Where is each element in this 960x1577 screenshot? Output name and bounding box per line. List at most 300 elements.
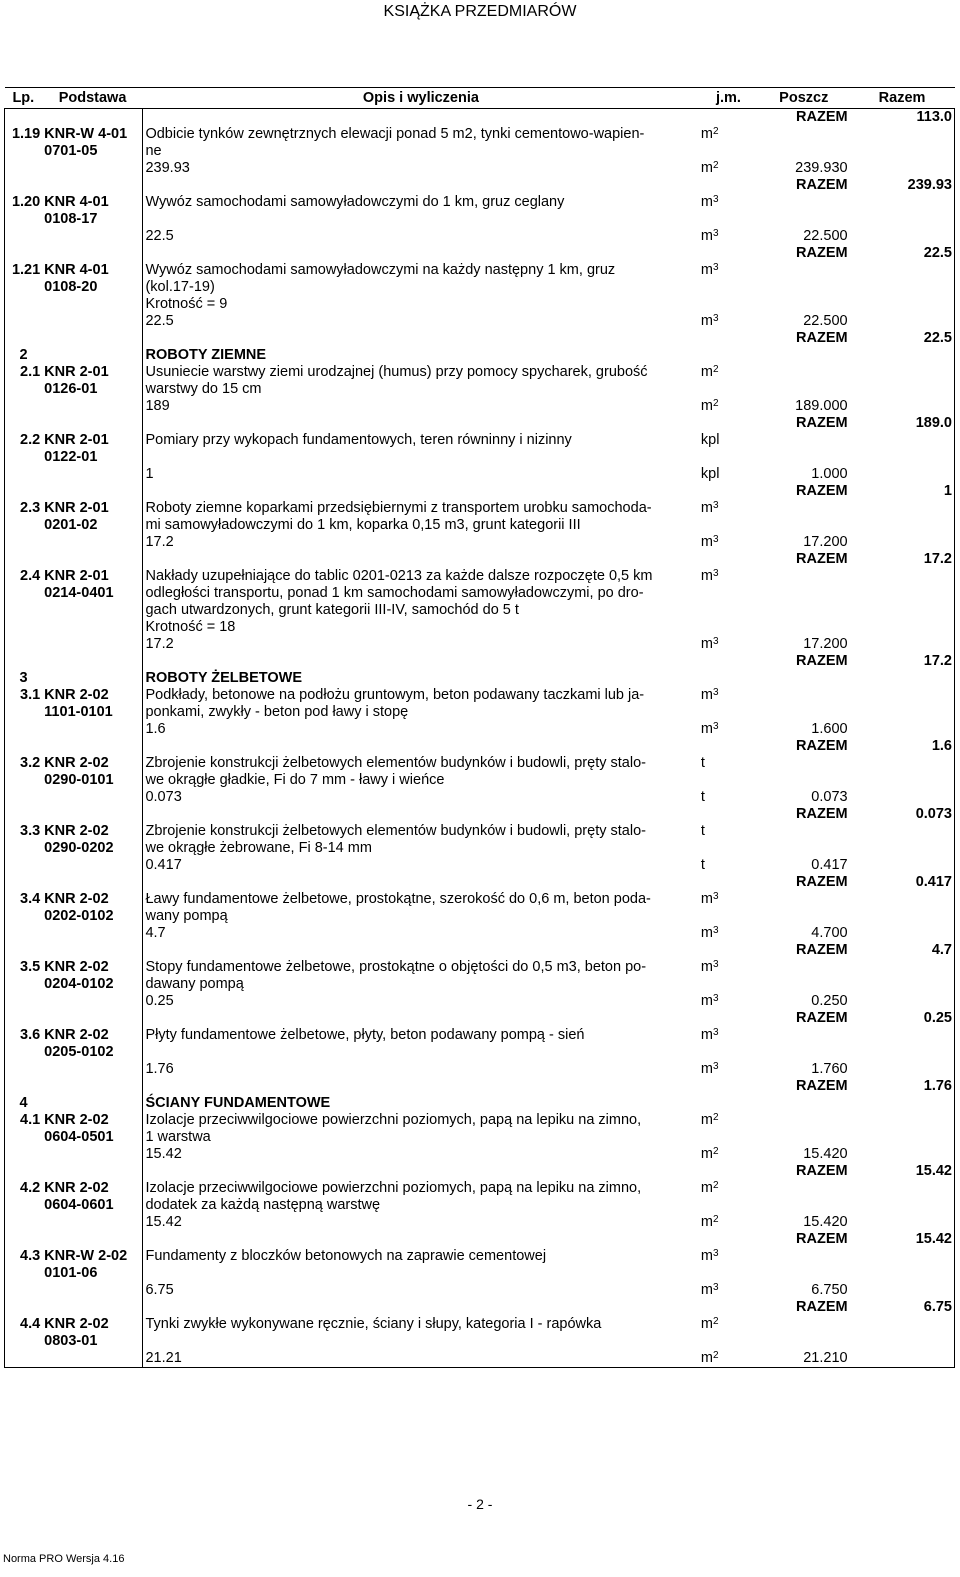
- razem-row: [5, 1299, 955, 1316]
- basis-line: KNR 2-02: [44, 1112, 109, 1128]
- podstawa-cell: [42, 483, 143, 500]
- razem-cell: [850, 687, 955, 721]
- section-title: [143, 347, 699, 364]
- razem-cell: [850, 398, 955, 415]
- position-number-text: 3.2: [20, 755, 41, 771]
- jm-cell: [699, 1095, 758, 1112]
- podstawa-cell: [42, 245, 143, 262]
- calculation-text: 0.073: [145, 789, 182, 805]
- position-unit: $m^2$: [700, 364, 719, 380]
- calculation-value-text: 15.420: [803, 1214, 848, 1230]
- calculation-value: [758, 534, 850, 551]
- razem-cell: [850, 959, 955, 993]
- position-unit: $m^2$: [700, 1316, 719, 1332]
- jm-cell: [699, 1010, 758, 1027]
- jm-cell: [699, 551, 758, 568]
- razem-label-text: RAZEM: [796, 177, 848, 193]
- calculation-expression: [143, 313, 699, 330]
- description-line: Wywóz samochodami samowyładowczymi na każdy następny 1 km, gruz: [145, 262, 616, 278]
- lp-cell: [5, 551, 43, 568]
- poszcz-cell: [758, 670, 850, 687]
- opis-cell: [143, 1010, 699, 1027]
- page-title: KSIĄŻKA PRZEDMIARÓW: [383, 3, 577, 20]
- calculation-row: [5, 1146, 955, 1163]
- basis-line: KNR 2-02: [44, 1180, 109, 1196]
- page-number: - 2 -: [467, 1496, 493, 1512]
- calculation-row: [5, 1350, 955, 1368]
- description-line: Krotność = 18: [145, 619, 236, 635]
- razem-label: [758, 245, 850, 262]
- razem-label-text: RAZEM: [796, 653, 848, 669]
- razem-cell: [850, 228, 955, 245]
- jm-cell: [699, 1078, 758, 1095]
- calculation-value-text: 1.000: [811, 466, 848, 482]
- razem-label: [758, 1163, 850, 1180]
- calculation-expression: [143, 1214, 699, 1231]
- calculation-value-text: 1.600: [811, 721, 848, 737]
- description-line: Podkłady, betonowe na podłożu gruntowym, beton podawany taczkami lub ja-: [145, 687, 645, 703]
- table-header-row: [5, 88, 955, 109]
- lp-cell: [5, 313, 43, 330]
- section-title-text: ŚCIANY FUNDAMENTOWE: [145, 1095, 331, 1111]
- position-number: [5, 1316, 43, 1350]
- basis-line: 0202-0102: [44, 908, 114, 924]
- calculation-value-text: 21.210: [803, 1350, 848, 1366]
- opis-cell: [143, 415, 699, 432]
- razem-value-text: 1: [943, 483, 952, 499]
- position-unit: $m^3$: [700, 194, 719, 210]
- position-number-text: 2.2: [20, 432, 41, 448]
- poszcz-cell: [758, 687, 850, 721]
- calculation-text: 1.6: [145, 721, 166, 737]
- jm-cell: [699, 330, 758, 347]
- calculation-value: [758, 789, 850, 806]
- section-number: [5, 1095, 43, 1112]
- razem-cell: [850, 1350, 955, 1368]
- podstawa-cell: [42, 1010, 143, 1027]
- calculation-text: 15.42: [145, 1214, 182, 1230]
- description-line: Usuniecie warstwy ziemi urodzajnej (humus) przy pomocy spycharek, grubość: [145, 364, 648, 380]
- position-number: [5, 823, 43, 857]
- calculation-value-text: 0.250: [811, 993, 848, 1009]
- description-line: gach utwardzonych, grunt kategorii III-IV, samochód do 5 t: [145, 602, 519, 618]
- position-description: [143, 1248, 699, 1282]
- calculation-unit: t: [700, 789, 705, 805]
- calculation-value: [758, 466, 850, 483]
- position-unit: t: [700, 755, 705, 771]
- description-line: ne: [145, 143, 162, 159]
- poszcz-cell: [758, 1316, 850, 1350]
- section-title: [143, 670, 699, 687]
- jm-cell: [699, 1299, 758, 1316]
- razem-value: [850, 483, 955, 500]
- calculation-text: 22.5: [145, 228, 174, 244]
- podstawa-cell: [42, 789, 143, 806]
- column-header-opis: Opis i wyliczenia: [143, 88, 699, 109]
- calculation-row: [5, 1282, 955, 1299]
- description-line: [145, 1265, 696, 1282]
- lp-cell: [5, 483, 43, 500]
- podstawa-cell: [42, 993, 143, 1010]
- description-line: warstwy do 15 cm: [145, 381, 262, 397]
- razem-label-text: RAZEM: [796, 483, 848, 499]
- jm-cell: [699, 245, 758, 262]
- jm-cell: [699, 483, 758, 500]
- section-number-text: 4: [19, 1095, 28, 1111]
- calculation-value: [758, 925, 850, 942]
- position-row: [5, 1316, 955, 1350]
- razem-cell: [850, 1214, 955, 1231]
- position-number: [5, 687, 43, 721]
- jm-cell: [699, 738, 758, 755]
- razem-row: [5, 874, 955, 891]
- lp-cell: [5, 1010, 43, 1027]
- opis-cell: [143, 1163, 699, 1180]
- calculation-row: [5, 789, 955, 806]
- position-basis: [42, 687, 143, 721]
- lp-cell: [5, 1231, 43, 1248]
- position-basis: [42, 364, 143, 398]
- calculation-text: 21.21: [145, 1350, 182, 1366]
- basis-line: 0101-06: [44, 1265, 98, 1281]
- description-line: (kol.17-19): [145, 279, 215, 295]
- podstawa-cell: [42, 109, 143, 127]
- jm-cell: [699, 806, 758, 823]
- razem-value: [850, 806, 955, 823]
- basis-line: KNR-W 4-01: [44, 126, 128, 142]
- podstawa-cell: [42, 857, 143, 874]
- podstawa-cell: [42, 670, 143, 687]
- razem-label-text: RAZEM: [796, 1163, 848, 1179]
- position-unit: $m^3$: [700, 687, 719, 703]
- basis-line: 0108-17: [44, 211, 98, 227]
- calculation-expression: [143, 789, 699, 806]
- lp-cell: [5, 1163, 43, 1180]
- basis-line: KNR 2-02: [44, 823, 109, 839]
- lp-cell: [5, 160, 43, 177]
- opis-cell: [143, 483, 699, 500]
- lp-cell: [5, 806, 43, 823]
- calculation-text: 0.417: [145, 857, 182, 873]
- jm-cell: [699, 1163, 758, 1180]
- podstawa-cell: [42, 1078, 143, 1095]
- razem-row: [5, 330, 955, 347]
- razem-row: [5, 483, 955, 500]
- column-header-podstawa: Podstawa: [42, 88, 143, 109]
- position-row: [5, 755, 955, 789]
- position-basis: [42, 1112, 143, 1146]
- basis-line: 0122-01: [44, 449, 98, 465]
- razem-label: [758, 942, 850, 959]
- basis-line: KNR 2-02: [44, 1316, 109, 1332]
- jm-cell: [699, 177, 758, 194]
- lp-cell: [5, 1214, 43, 1231]
- basis-line: 0604-0501: [44, 1129, 114, 1145]
- description-line: Tynki zwykłe wykonywane ręcznie, ściany i słupy, kategoria I - rapówka: [145, 1316, 602, 1332]
- razem-label: [758, 1010, 850, 1027]
- position-number: [5, 1248, 43, 1282]
- jm-cell: [699, 942, 758, 959]
- razem-value: [850, 551, 955, 568]
- opis-cell: [143, 1231, 699, 1248]
- calculation-unit: $m^3$: [700, 993, 719, 1009]
- position-number-text: 2.4: [20, 568, 41, 584]
- position-basis: [42, 1027, 143, 1061]
- section-number-text: 2: [19, 347, 28, 363]
- position-description: [143, 959, 699, 993]
- podstawa-cell: [42, 466, 143, 483]
- razem-value-text: 1.6: [931, 738, 952, 754]
- razem-cell: [850, 568, 955, 636]
- podstawa-cell: [42, 636, 143, 653]
- lp-cell: [5, 1146, 43, 1163]
- description-line: ponkami, zwykły - beton pod ławy i stopę: [145, 704, 409, 720]
- podstawa-cell: [42, 330, 143, 347]
- razem-label-text: RAZEM: [796, 1010, 848, 1026]
- razem-value-text: 1.76: [923, 1078, 952, 1094]
- position-number-text: 4.3: [20, 1248, 41, 1264]
- razem-row: [5, 653, 955, 670]
- razem-cell: [850, 160, 955, 177]
- calculation-unit: $m^3$: [700, 721, 719, 737]
- razem-value-text: 0.25: [923, 1010, 952, 1026]
- razem-value: [850, 245, 955, 262]
- razem-label: [758, 738, 850, 755]
- razem-label-text: RAZEM: [796, 1078, 848, 1094]
- opis-cell: [143, 109, 699, 127]
- poszcz-cell: [758, 755, 850, 789]
- position-description: [143, 1316, 699, 1350]
- lp-cell: [5, 415, 43, 432]
- razem-cell: [850, 500, 955, 534]
- razem-cell: [850, 670, 955, 687]
- calculation-text: 4.7: [145, 925, 166, 941]
- position-number: [5, 891, 43, 925]
- basis-line: 0701-05: [44, 143, 98, 159]
- lp-cell: [5, 942, 43, 959]
- column-header-poszcz: Poszcz: [758, 88, 850, 109]
- razem-label: [758, 1299, 850, 1316]
- position-basis: [42, 568, 143, 636]
- position-unit: $m^3$: [700, 500, 719, 516]
- poszcz-cell: [758, 432, 850, 466]
- description-line: Wywóz samochodami samowyładowczymi do 1 km, gruz ceglany: [145, 194, 565, 210]
- razem-row: [5, 1163, 955, 1180]
- razem-cell: [850, 1112, 955, 1146]
- basis-line: 0290-0202: [44, 840, 114, 856]
- poszcz-cell: [758, 823, 850, 857]
- opis-cell: [143, 551, 699, 568]
- description-line: Zbrojenie konstrukcji żelbetowych elementów budynków i budowli, pręty stalo-: [145, 823, 646, 839]
- poszcz-cell: [758, 891, 850, 925]
- position-row: [5, 891, 955, 925]
- lp-cell: [5, 330, 43, 347]
- description-line: Stopy fundamentowe żelbetowe, prostokątne o objętości do 0,5 m3, beton po-: [145, 959, 647, 975]
- razem-cell: [850, 1180, 955, 1214]
- column-header-jm: j.m.: [699, 88, 758, 109]
- razem-value: [850, 653, 955, 670]
- position-number: [5, 568, 43, 636]
- position-description: [143, 891, 699, 925]
- opis-cell: [143, 1299, 699, 1316]
- lp-cell: [5, 228, 43, 245]
- podstawa-cell: [42, 653, 143, 670]
- poszcz-cell: [758, 1112, 850, 1146]
- calculation-unit: $m^2$: [699, 1350, 758, 1368]
- calculation-value: [758, 1146, 850, 1163]
- basis-line: KNR 2-01: [44, 500, 109, 516]
- calculation-unit: t: [700, 857, 705, 873]
- description-line: Zbrojenie konstrukcji żelbetowych elementów budynków i budowli, pręty stalo-: [145, 755, 646, 771]
- basis-line: 0204-0102: [44, 976, 114, 992]
- podstawa-cell: [42, 160, 143, 177]
- razem-label: [758, 1231, 850, 1248]
- przedmiar-table: [4, 87, 955, 1368]
- position-number-text: 3.4: [20, 891, 41, 907]
- description-line: mi samowyładowczymi do 1 km, koparka 0,15 m3, grunt kategorii III: [145, 517, 581, 533]
- razem-row: [5, 551, 955, 568]
- section-title: [143, 1095, 699, 1112]
- poszcz-cell: [758, 364, 850, 398]
- description-line: Nakłady uzupełniające do tablic 0201-0213 za każde dalsze rozpoczęte 0,5 km: [145, 568, 653, 584]
- razem-value-text: 17.2: [923, 551, 952, 567]
- calculation-unit: $m^3$: [700, 313, 719, 329]
- basis-line: KNR 2-02: [44, 755, 109, 771]
- description-line: dodatek za każdą następną warstwę: [145, 1197, 381, 1213]
- position-row: [5, 568, 955, 636]
- position-basis: [42, 823, 143, 857]
- position-number-text: 1.21: [11, 262, 41, 278]
- poszcz-cell: [758, 262, 850, 313]
- section-number: [5, 347, 43, 364]
- description-line: [145, 1044, 696, 1061]
- razem-value: [850, 1231, 955, 1248]
- description-line: we okrągłe gładkie, Fi do 7 mm - ławy i wieńce: [145, 772, 445, 788]
- position-unit: kpl: [700, 432, 720, 448]
- razem-value: [850, 1010, 955, 1027]
- poszcz-cell: [758, 1027, 850, 1061]
- lp-cell: [5, 1061, 43, 1078]
- calculation-expression: [143, 721, 699, 738]
- podstawa-cell: [42, 177, 143, 194]
- razem-cell: [850, 1095, 955, 1112]
- calculation-unit: $m^2$: [700, 160, 719, 176]
- calculation-row: [5, 466, 955, 483]
- jm-cell: [699, 109, 758, 127]
- razem-label-text: RAZEM: [796, 942, 848, 958]
- position-basis: [42, 959, 143, 993]
- razem-cell: [850, 755, 955, 789]
- razem-value-text: 17.2: [923, 653, 952, 669]
- position-number-text: 3.5: [20, 959, 41, 975]
- position-row: [5, 262, 955, 313]
- razem-label-text: RAZEM: [796, 245, 848, 261]
- position-unit: t: [700, 823, 705, 839]
- jm-cell: [699, 1231, 758, 1248]
- razem-row: [5, 1231, 955, 1248]
- calculation-value-text: 17.200: [803, 534, 848, 550]
- position-number: [5, 262, 43, 313]
- podstawa-cell: [42, 942, 143, 959]
- razem-cell: [850, 636, 955, 653]
- basis-line: 0108-20: [44, 279, 98, 295]
- razem-row: [5, 738, 955, 755]
- calculation-unit: $m^3$: [700, 228, 719, 244]
- razem-label-text: RAZEM: [796, 1231, 848, 1247]
- razem-label: [758, 177, 850, 194]
- calculation-value: [758, 1214, 850, 1231]
- razem-row: [5, 109, 955, 127]
- basis-line: KNR 2-01: [44, 364, 109, 380]
- calculation-value: [758, 228, 850, 245]
- razem-cell: [850, 857, 955, 874]
- position-row: [5, 432, 955, 466]
- podstawa-cell: [42, 551, 143, 568]
- podstawa-cell: [42, 1231, 143, 1248]
- razem-value-text: 239.93: [907, 177, 952, 193]
- calculation-expression: [143, 160, 699, 177]
- position-row: [5, 959, 955, 993]
- position-unit: $m^2$: [700, 126, 719, 142]
- lp-cell: [5, 636, 43, 653]
- position-number: [5, 755, 43, 789]
- column-header-razem: Razem: [850, 88, 955, 109]
- razem-cell: [850, 789, 955, 806]
- lp-cell: [5, 925, 43, 942]
- section-title-text: ROBOTY ŻELBETOWE: [145, 670, 303, 686]
- razem-cell: [850, 534, 955, 551]
- razem-label: [758, 330, 850, 347]
- calculation-expression: [143, 466, 699, 483]
- razem-value: [850, 1299, 955, 1316]
- calculation-row: [5, 160, 955, 177]
- position-number: [5, 959, 43, 993]
- razem-value: [850, 109, 955, 127]
- razem-cell: [850, 993, 955, 1010]
- razem-row: [5, 806, 955, 823]
- razem-cell: [850, 925, 955, 942]
- jm-cell: [699, 874, 758, 891]
- razem-cell: [850, 1248, 955, 1282]
- basis-line: KNR 2-01: [44, 432, 109, 448]
- razem-cell: [850, 1027, 955, 1061]
- calculation-value-text: 239.930: [795, 160, 848, 176]
- calculation-value: [758, 398, 850, 415]
- calculation-value: [758, 1282, 850, 1299]
- jm-cell: [699, 670, 758, 687]
- position-basis: [42, 432, 143, 466]
- poszcz-cell: [758, 568, 850, 636]
- razem-value: [850, 1163, 955, 1180]
- lp-cell: [5, 874, 43, 891]
- razem-value-text: 6.75: [923, 1299, 952, 1315]
- calculation-unit: kpl: [700, 466, 720, 482]
- lp-cell: [5, 1299, 43, 1316]
- poszcz-cell: [758, 194, 850, 228]
- razem-label: [758, 415, 850, 432]
- lp-cell: [5, 721, 43, 738]
- position-description: [143, 194, 699, 228]
- position-row: [5, 1248, 955, 1282]
- calculation-text: 17.2: [145, 636, 174, 652]
- position-row: [5, 823, 955, 857]
- description-line: odległości transportu, ponad 1 km samochodami samowyładowczymi, po dro-: [145, 585, 644, 601]
- basis-line: KNR 4-01: [44, 194, 109, 210]
- position-number-text: 4.4: [20, 1316, 41, 1332]
- podstawa-cell: [42, 721, 143, 738]
- calculation-value-text: 15.420: [803, 1146, 848, 1162]
- description-line: Odbicie tynków zewnętrznych elewacji ponad 5 m2, tynki cementowo-wapien-: [145, 126, 645, 142]
